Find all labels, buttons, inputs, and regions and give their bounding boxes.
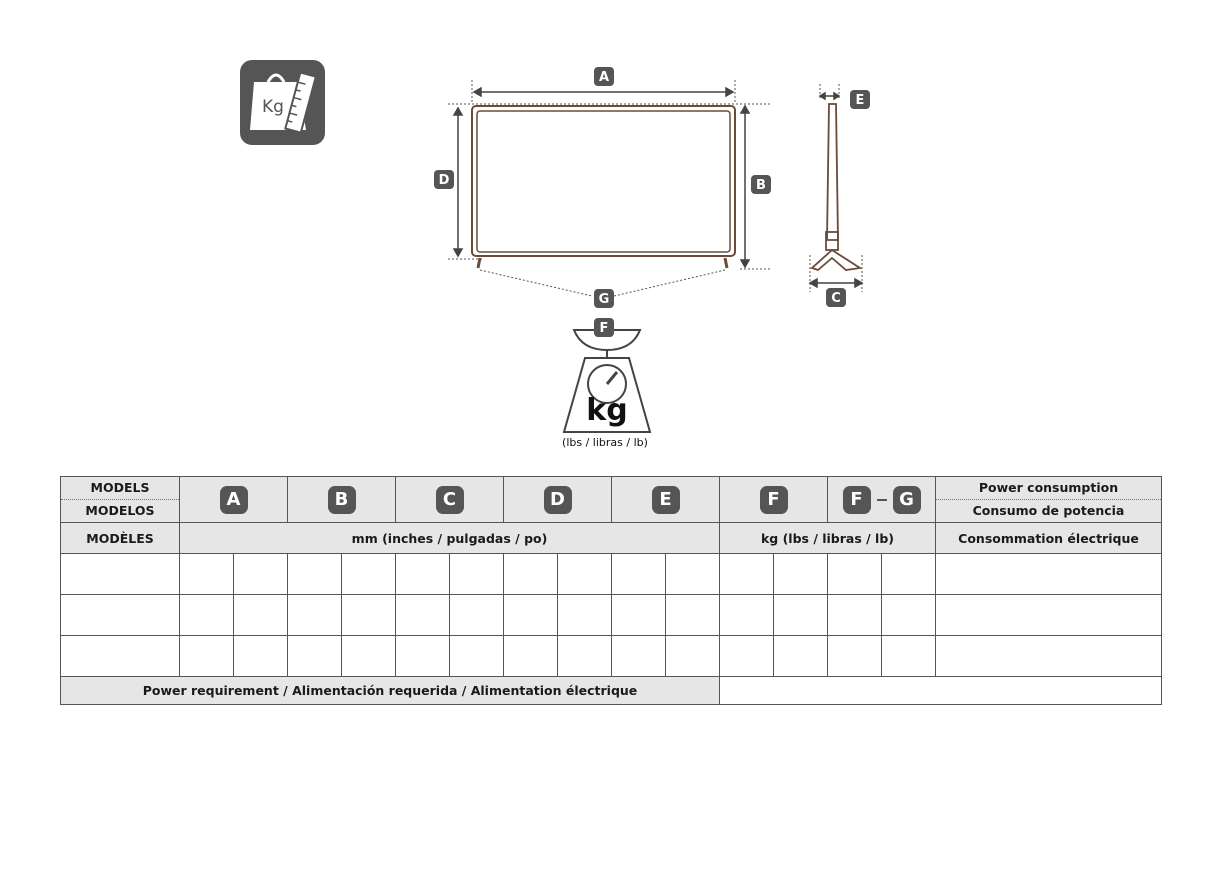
weight-unit-sub: (lbs / libras / lb)	[562, 436, 648, 449]
cell	[720, 595, 774, 636]
power-label-en: Power consumption	[936, 477, 1161, 500]
cell	[720, 636, 774, 677]
badge-b	[751, 175, 771, 194]
svg-text:A: A	[598, 70, 610, 85]
cell	[342, 636, 396, 677]
cell	[828, 595, 882, 636]
cell	[828, 554, 882, 595]
cell	[504, 595, 558, 636]
badge-e	[850, 90, 870, 109]
svg-text:F: F	[599, 321, 609, 336]
cell	[234, 595, 288, 636]
cell	[612, 636, 666, 677]
cell	[396, 595, 450, 636]
table-row	[61, 595, 1162, 636]
cell	[61, 595, 180, 636]
unit-row	[61, 523, 1162, 554]
mm-unit: mm (inches / pulgadas / po)	[180, 523, 720, 554]
cell	[342, 554, 396, 595]
power-label-es: Consumo de potencia	[972, 503, 1125, 518]
power-requirement-label: Power requirement / Alimentación requerida / Alimentation électrique	[61, 677, 720, 705]
cell	[288, 595, 342, 636]
cell	[450, 554, 504, 595]
models-header	[61, 477, 180, 523]
cell	[720, 554, 774, 595]
power-header	[936, 477, 1162, 523]
cell	[774, 595, 828, 636]
badge-a	[594, 67, 614, 86]
cell	[61, 554, 180, 595]
badge-d	[434, 170, 454, 189]
cell	[936, 595, 1162, 636]
power-requirement-value	[720, 677, 1162, 705]
col-header-c: C	[396, 477, 504, 523]
header-row	[61, 477, 1162, 523]
pictogram-text: Kg	[262, 97, 284, 117]
badge-g	[594, 289, 614, 308]
badge-f	[594, 318, 614, 337]
models-label-es: MODELOS	[85, 503, 155, 518]
table-row	[61, 554, 1162, 595]
col-header-f-g: F G	[828, 477, 936, 523]
tv-side-icon	[812, 104, 860, 270]
cell	[288, 636, 342, 677]
cell	[828, 636, 882, 677]
col-header-a: A	[180, 477, 288, 523]
cell	[558, 595, 612, 636]
models-label-fr: MODÈLES	[61, 523, 180, 554]
footer-row	[61, 677, 1162, 705]
col-header-f: F	[720, 477, 828, 523]
cell	[774, 554, 828, 595]
cell	[504, 636, 558, 677]
cell	[180, 595, 234, 636]
spec-table	[60, 476, 1162, 705]
cell	[504, 554, 558, 595]
models-label-en: MODELS	[61, 477, 179, 500]
cell	[612, 554, 666, 595]
svg-text:D: D	[438, 173, 450, 188]
cell	[612, 595, 666, 636]
col-header-d: D	[504, 477, 612, 523]
cell	[180, 636, 234, 677]
cell	[882, 554, 936, 595]
col-header-e: E	[612, 477, 720, 523]
kg-unit: kg (lbs / libras / lb)	[720, 523, 936, 554]
cell	[882, 595, 936, 636]
cell	[666, 554, 720, 595]
badge-c	[826, 288, 846, 307]
cell	[774, 636, 828, 677]
cell	[666, 636, 720, 677]
svg-text:B: B	[756, 178, 766, 193]
cell	[234, 636, 288, 677]
tv-front-icon	[472, 106, 735, 268]
cell	[558, 554, 612, 595]
cell	[936, 554, 1162, 595]
cell	[396, 636, 450, 677]
cell	[882, 636, 936, 677]
cell	[61, 636, 180, 677]
cell	[234, 554, 288, 595]
cell	[342, 595, 396, 636]
cell	[936, 636, 1162, 677]
svg-text:G: G	[598, 292, 610, 307]
cell	[450, 595, 504, 636]
cell	[666, 595, 720, 636]
cell	[558, 636, 612, 677]
svg-text:C: C	[831, 291, 841, 306]
power-label-fr: Consommation électrique	[936, 523, 1162, 554]
weight-unit: kg	[586, 393, 628, 428]
cell	[396, 554, 450, 595]
cell	[180, 554, 234, 595]
svg-text:E: E	[855, 93, 865, 108]
col-header-b: B	[288, 477, 396, 523]
cell	[288, 554, 342, 595]
cell	[450, 636, 504, 677]
table-row	[61, 636, 1162, 677]
